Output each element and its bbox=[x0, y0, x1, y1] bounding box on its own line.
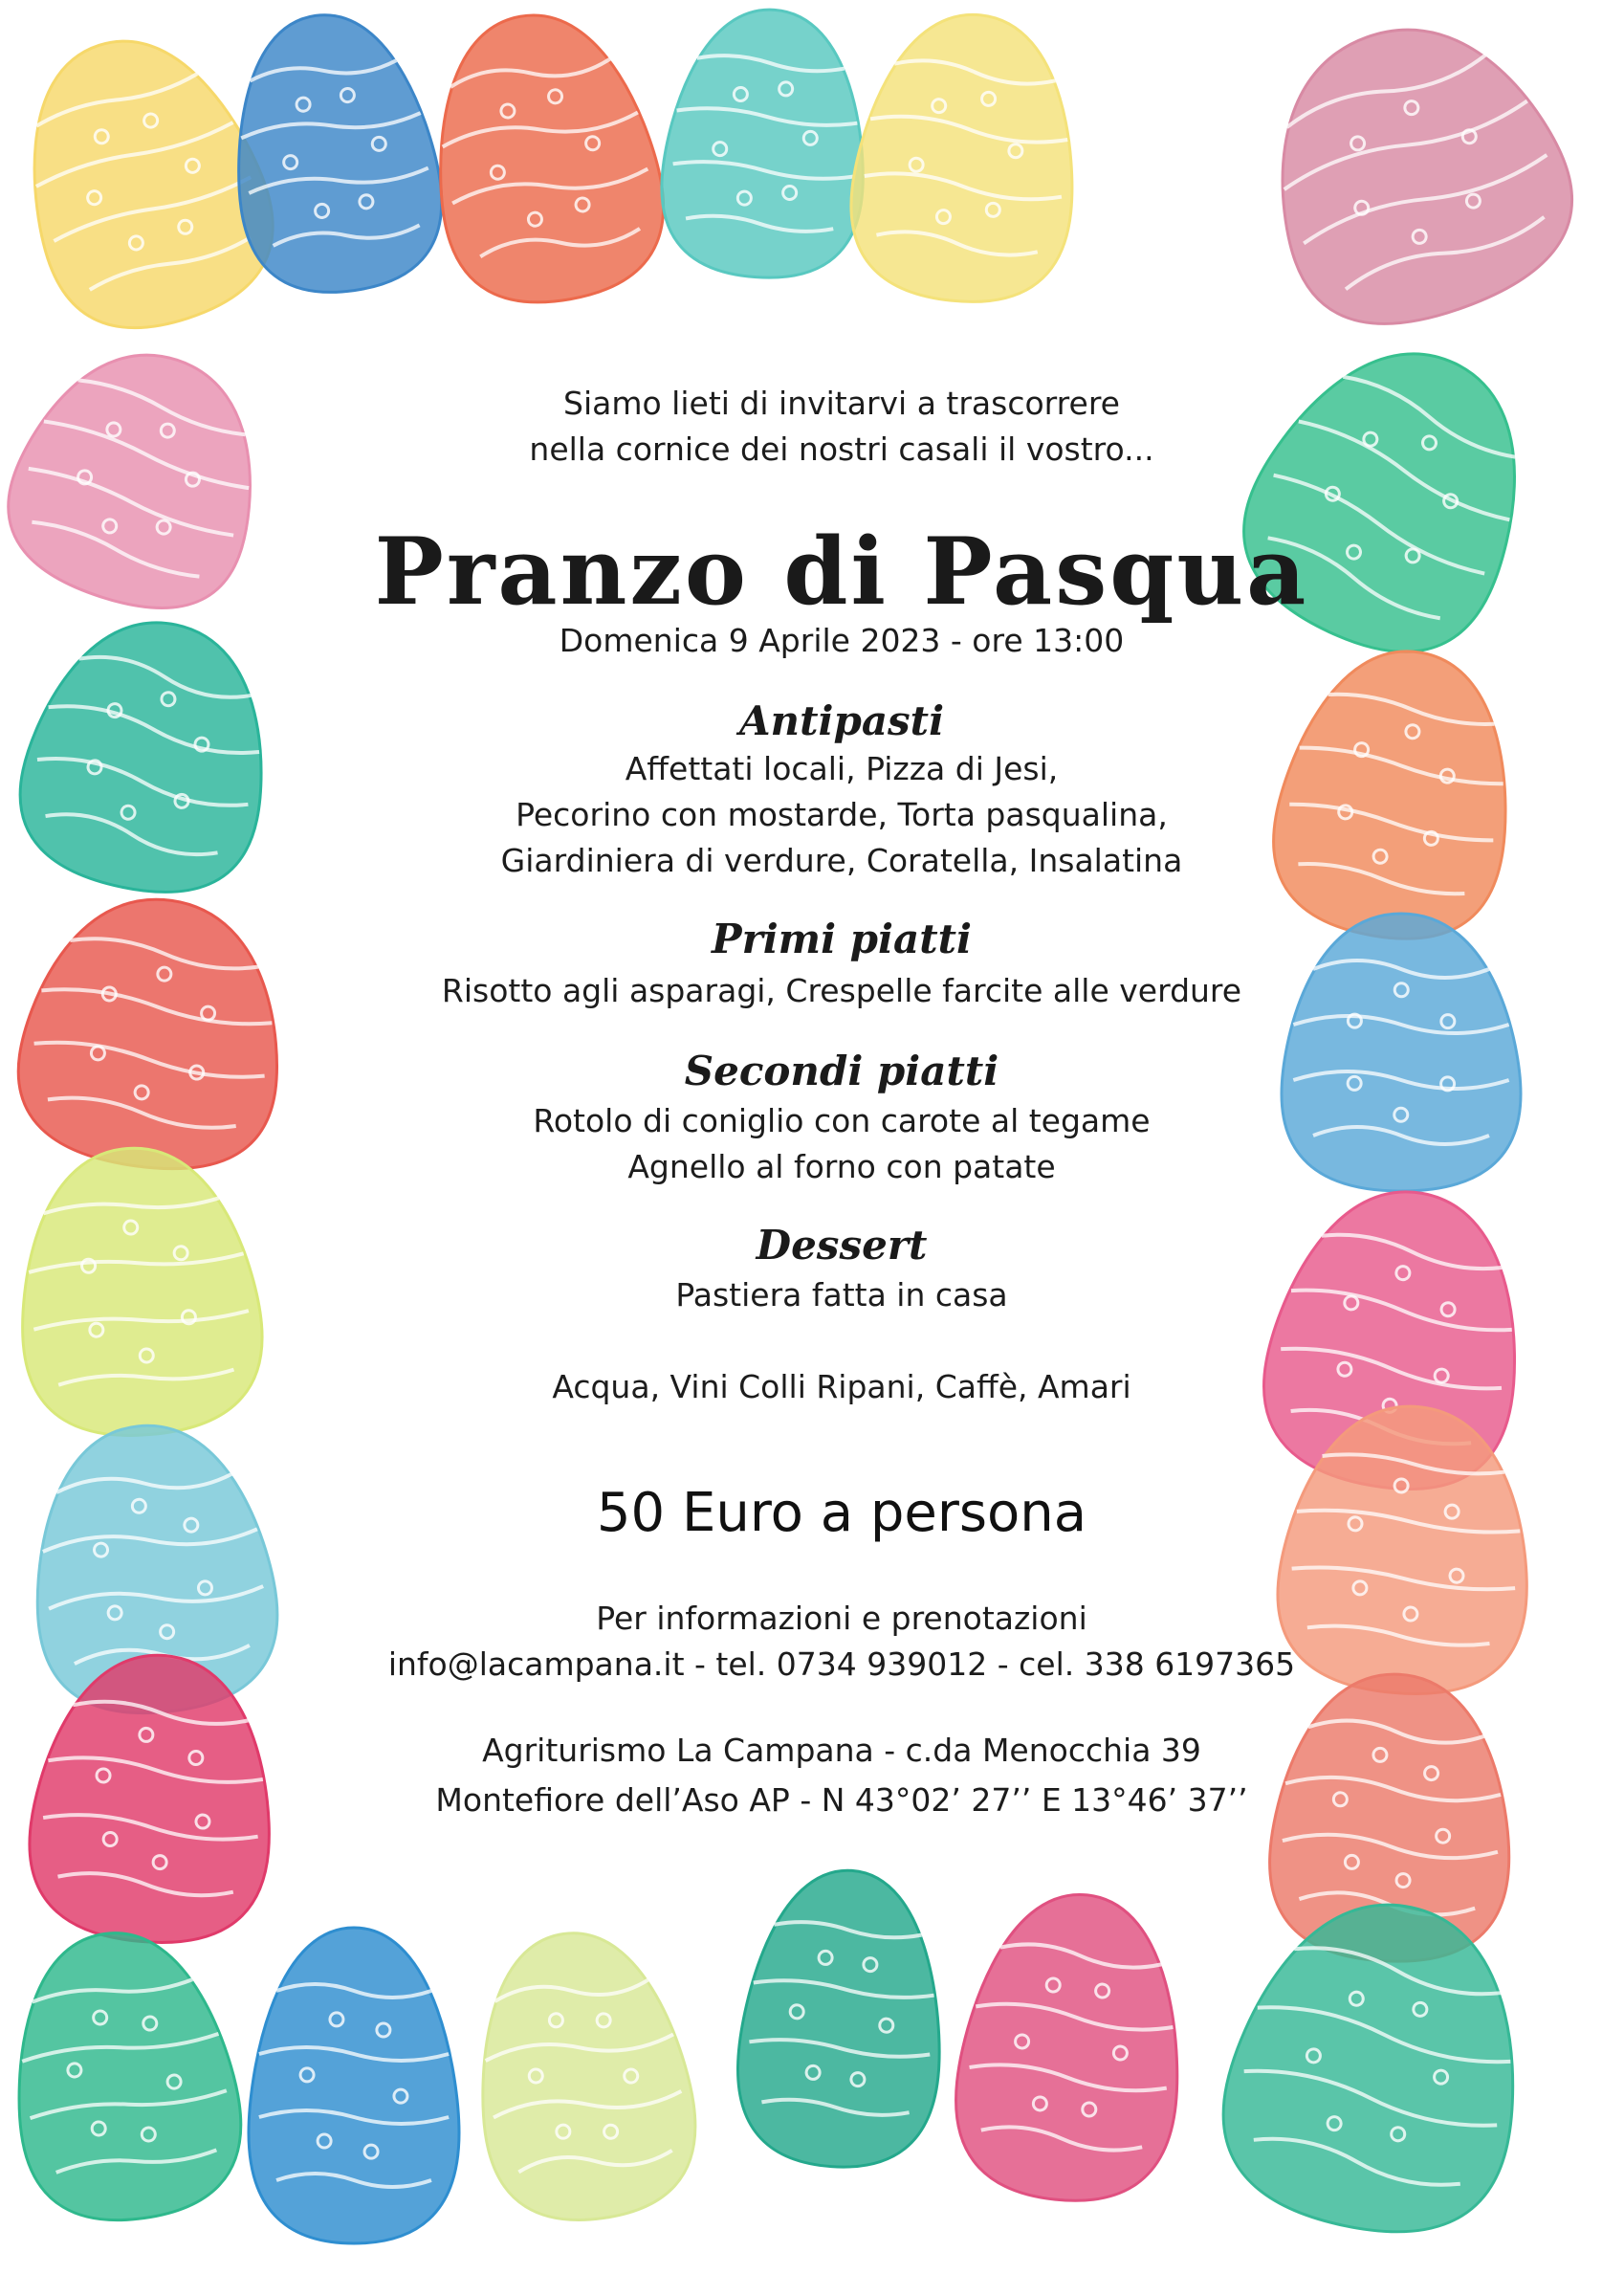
easter-egg bbox=[0, 323, 291, 634]
contact-label: Per informazioni e prenotazioni bbox=[596, 1600, 1087, 1637]
easter-egg bbox=[21, 1645, 284, 1953]
address-line-2: Montefiore dell’Aso AP - N 43°02’ 27’’ E 13°46’ 37’’ bbox=[435, 1781, 1248, 1819]
easter-egg bbox=[7, 883, 299, 1184]
event-date: Domenica 9 Aprile 2023 - ore 13:00 bbox=[559, 622, 1125, 659]
address-line-1: Agriturismo La Campana - c.da Menocchia 39 bbox=[482, 1732, 1201, 1769]
secondi-line-2: Agnello al forno con patate bbox=[627, 1148, 1056, 1185]
heading-antipasti: Antipasti bbox=[738, 697, 945, 744]
secondi-line-1: Rotolo di coniglio con carote al tegame bbox=[533, 1102, 1151, 1139]
easter-egg bbox=[4, 600, 294, 912]
dessert-line-1: Pastiera fatta in casa bbox=[675, 1276, 1008, 1314]
drinks-line: Acqua, Vini Colli Ripani, Caffè, Amari bbox=[552, 1368, 1131, 1405]
price-per-person: 50 Euro a persona bbox=[596, 1482, 1087, 1544]
antipasti-line-2: Pecorino con mostarde, Torta pasqualina, bbox=[516, 796, 1168, 833]
easter-egg bbox=[7, 1138, 270, 1446]
invitation-content bbox=[316, 0, 1368, 2296]
antipasti-line-3: Giardiniera di verdure, Coratella, Insalatina bbox=[500, 842, 1183, 879]
heading-secondi-piatti: Secondi piatti bbox=[684, 1048, 999, 1094]
primi-line-1: Risotto agli asparagi, Crespelle farcite alle verdure bbox=[441, 972, 1242, 1009]
contact-details: info@lacampana.it - tel. 0734 939012 - cel. 338 6197365 bbox=[387, 1645, 1296, 1683]
invite-line-2: nella cornice dei nostri casali il vostro... bbox=[529, 430, 1154, 468]
invite-line-1: Siamo lieti di invitarvi a trascorrere bbox=[563, 385, 1120, 422]
antipasti-line-1: Affettati locali, Pizza di Jesi, bbox=[625, 750, 1059, 787]
easter-egg bbox=[0, 1918, 253, 2233]
page-title: Pranzo di Pasqua bbox=[374, 518, 1309, 626]
heading-primi-piatti: Primi piatti bbox=[712, 916, 972, 962]
heading-dessert: Dessert bbox=[756, 1222, 928, 1269]
